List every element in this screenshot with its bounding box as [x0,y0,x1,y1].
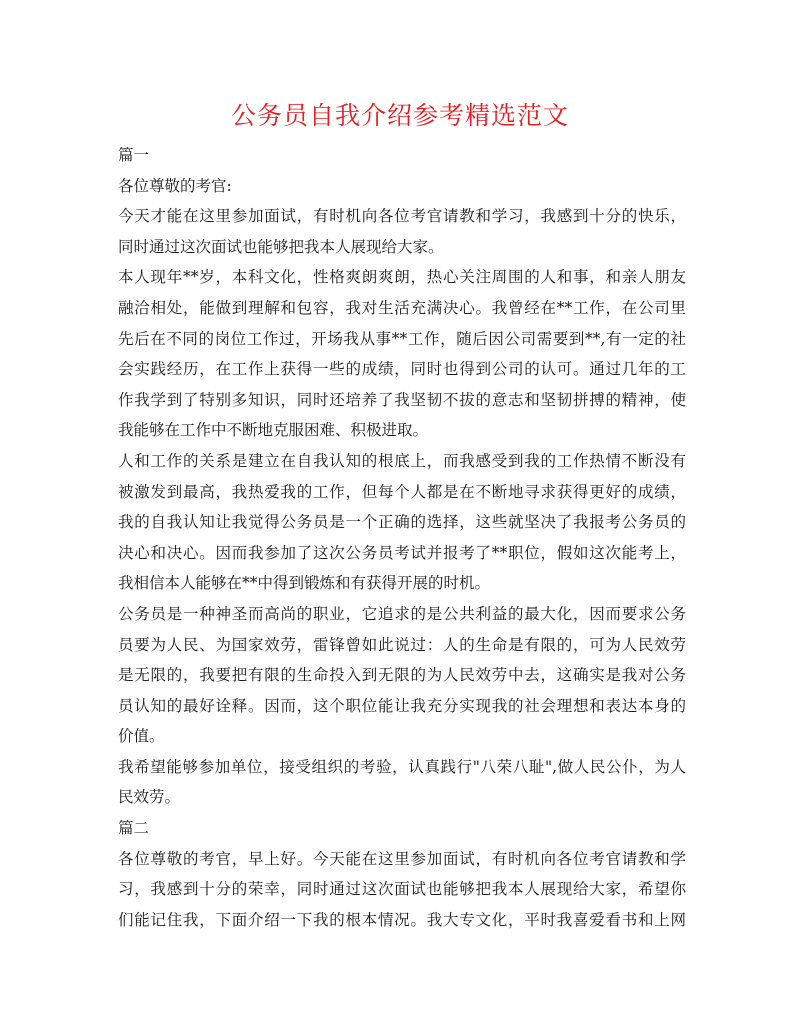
document-title: 公务员自我介绍参考精选范文 [230,101,569,130]
text-line: 本人现年**岁，本科文化，性格爽朗爽朗，热心关注周围的人和事，和亲人朋友 [118,268,686,287]
text-line: 篇二 [118,819,150,838]
text-line: 我能够在工作中不断地克服困难、积极进取。 [118,421,429,440]
text-line: 员要为人民、为国家效劳，雷锋曾如此说过：人的生命是有限的，可为人民效劳 [118,635,686,654]
text-line: 被激发到最高，我热爱我的工作，但每个人都是在不断地寻求获得更好的成绩， [118,482,686,501]
text-line: 同时通过这次面试也能够把我本人展现给大家。 [118,237,444,256]
text-line: 们能记住我，下面介绍一下我的根本情况。我大专文化，平时我喜爱看书和上网 [118,910,686,929]
text-line: 今天才能在这里参加面试，有时机向各位考官请教和学习，我感到十分的快乐， [118,207,686,226]
text-line: 我希望能够参加单位，接受组织的考验，认真践行"八荣八耻",做人民公仆，为人 [118,757,686,776]
text-line: 会实践经历，在工作上获得一些的成绩，同时也得到公司的认可。通过几年的工 [118,360,686,379]
text-line: 作我学到了特别多知识，同时还培养了我坚韧不拔的意志和坚韧拼搏的精神，使 [118,390,686,409]
text-line: 各位尊敬的考官，早上好。今天能在这里参加面试，有时机向各位考官请教和学 [118,849,686,868]
text-line: 融洽相处，能做到理解和包容，我对生活充满决心。我曾经在**工作，在公司里 [118,298,686,317]
text-line: 员认知的最好诠释。因而，这个职位能让我充分实现我的社会理想和表达本身的 [118,696,686,715]
text-line: 人和工作的关系是建立在自我认知的根底上，而我感受到我的工作热情不断没有 [118,451,686,470]
document-body [118,140,686,935]
text-line: 公务员是一种神圣而高尚的职业，它追求的是公共利益的最大化，因而要求公务 [118,604,686,623]
text-line: 习，我感到十分的荣幸，同时通过这次面试也能够把我本人展现给大家，希望你 [118,880,686,899]
text-line: 决心和决心。因而我参加了这次公务员考试并报考了**职位，假如这次能考上， [118,543,686,562]
text-line: 价值。 [118,727,165,746]
text-line: 民效劳。 [118,788,181,807]
text-line: 各位尊敬的考官: [118,176,232,195]
text-line: 我的自我认知让我觉得公务员是一个正确的选择，这些就坚决了我报考公务员的 [118,513,686,532]
text-line: 是无限的，我要把有限的生命投入到无限的为人民效劳中去，这确实是我对公务 [118,666,686,685]
text-line: 我相信本人能够在**中得到锻炼和有获得开展的时机。 [118,574,491,593]
text-line: 篇一 [118,146,150,164]
text-line: 先后在不同的岗位工作过，开场我从事**工作，随后因公司需要到**,有一定的社 [118,329,686,348]
